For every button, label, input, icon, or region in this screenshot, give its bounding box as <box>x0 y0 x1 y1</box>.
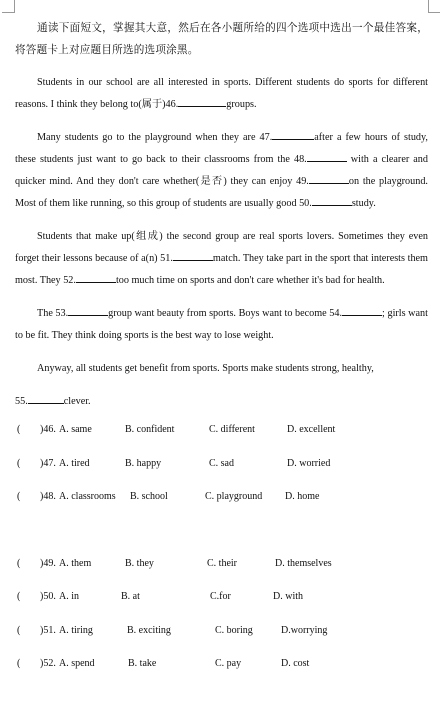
option-row-52 <box>15 658 428 692</box>
text: group want beauty from sports. Boys want to become 54. <box>108 308 343 319</box>
option-c: C. sad <box>209 457 234 469</box>
corner-mark-top-right-h <box>428 12 440 13</box>
question-number: )49. <box>40 557 56 569</box>
text: Anyway, all students get benefit from sports. Sports make students strong, healthy, <box>37 363 374 374</box>
question-number: )48. <box>40 491 56 502</box>
option-row-48 <box>15 491 428 525</box>
text: The 53. <box>37 308 69 319</box>
option-d: D. cost <box>281 658 310 669</box>
option-a: A. spend <box>59 658 95 669</box>
option-a: A. classrooms <box>59 491 116 502</box>
blank-48 <box>307 150 347 162</box>
option-b: B. school <box>130 491 168 502</box>
passage-paragraph-5 <box>15 358 428 380</box>
answer-paren: ( <box>17 591 21 602</box>
text: on the playground. Most of them like running, so this group of students are usually good 50. <box>15 176 428 209</box>
option-b: B. happy <box>125 457 162 469</box>
blank-46 <box>178 95 226 107</box>
blank-55 <box>28 392 64 404</box>
option-a: A. in <box>59 591 79 602</box>
document-body <box>15 18 428 692</box>
option-row-51 <box>15 625 428 659</box>
option-d: D.worrying <box>281 624 328 636</box>
option-row-47 <box>15 458 428 492</box>
option-c: C. their <box>207 557 237 569</box>
blank-52 <box>76 271 116 283</box>
corner-mark-top-right <box>428 0 429 12</box>
passage-paragraph-2 <box>15 127 428 215</box>
option-c: C. pay <box>215 658 242 669</box>
corner-mark-top-left-h <box>2 12 15 13</box>
option-d: D. with <box>273 591 303 602</box>
blank-51 <box>173 249 213 261</box>
blank-49 <box>309 172 349 184</box>
text: after a few hours of study, these students just want to go back to their classrooms from the 48. <box>15 132 428 165</box>
text: 55. <box>15 396 28 407</box>
option-a: A. tiring <box>59 624 93 636</box>
text: with a clearer and quicker mind. And they don't care whether(是否) they can enjoy 49. <box>15 154 428 187</box>
blank-47 <box>272 128 314 140</box>
options-list <box>15 424 428 692</box>
option-c: C. different <box>209 424 255 435</box>
option-b: B. at <box>121 591 140 602</box>
text: too much time on sports and don't care whether it's bad for health. <box>115 275 385 286</box>
text: study. <box>351 198 376 209</box>
option-row-50 <box>15 591 428 625</box>
answer-paren: ( <box>17 624 21 636</box>
answer-paren: ( <box>17 658 21 669</box>
question-number: )46. <box>40 424 56 435</box>
corner-mark-top-left <box>14 0 15 12</box>
option-c: C. playground <box>205 491 263 502</box>
passage-paragraph-6 <box>15 391 428 413</box>
blank-50 <box>312 194 352 206</box>
question-number: )52. <box>40 658 56 669</box>
answer-paren: ( <box>17 557 21 569</box>
text: Many students go to the playground when they are 47. <box>37 132 273 143</box>
option-d: D. themselves <box>275 557 332 569</box>
text: match. They take part in the sport that interests them most. They 52. <box>15 253 428 286</box>
option-a: A. same <box>59 424 92 435</box>
text: clever. <box>63 396 91 407</box>
option-a: A. tired <box>59 457 90 469</box>
option-b: B. take <box>128 658 157 669</box>
answer-paren: ( <box>17 424 21 435</box>
option-d: D. excellent <box>287 424 336 435</box>
answer-paren: ( <box>17 457 21 469</box>
text: Students that make up(组成) the second group are real sports lovers. Sometimes they even forget their lessons because of a(n) 51. <box>15 231 428 264</box>
question-number: )50. <box>40 591 56 602</box>
instructions: 通读下面短文，掌握其大意，然后在各小题所给的四个选项中选出一个最佳答案，将答题卡上对应题目所选的选项涂黑。 <box>15 23 428 56</box>
text: ; girls want to be fit. They think doing sports is the best way to lose weight. <box>15 308 428 341</box>
option-c: C. boring <box>215 624 253 636</box>
option-b: B. they <box>125 557 154 569</box>
question-number: )51. <box>40 624 56 636</box>
option-b: B. exciting <box>127 624 171 636</box>
answer-paren: ( <box>17 491 21 502</box>
option-a: A. them <box>59 557 92 569</box>
option-row-46 <box>15 424 428 458</box>
option-c: C.for <box>210 591 231 602</box>
question-number: )47. <box>40 457 56 469</box>
blank-53 <box>68 304 108 316</box>
passage-paragraph-1 <box>15 72 428 116</box>
option-b: B. confident <box>125 424 175 435</box>
blank-54 <box>342 304 382 316</box>
passage-paragraph-4 <box>15 303 428 347</box>
option-d: D. worried <box>287 457 331 469</box>
text: Students in our school are all interested in sports. Different students do sports for different reasons. I think they belong to(属于)46. <box>15 77 428 110</box>
option-row-49 <box>15 558 428 592</box>
text: groups. <box>226 99 257 110</box>
option-d: D. home <box>285 491 320 502</box>
passage-paragraph-3 <box>15 226 428 292</box>
